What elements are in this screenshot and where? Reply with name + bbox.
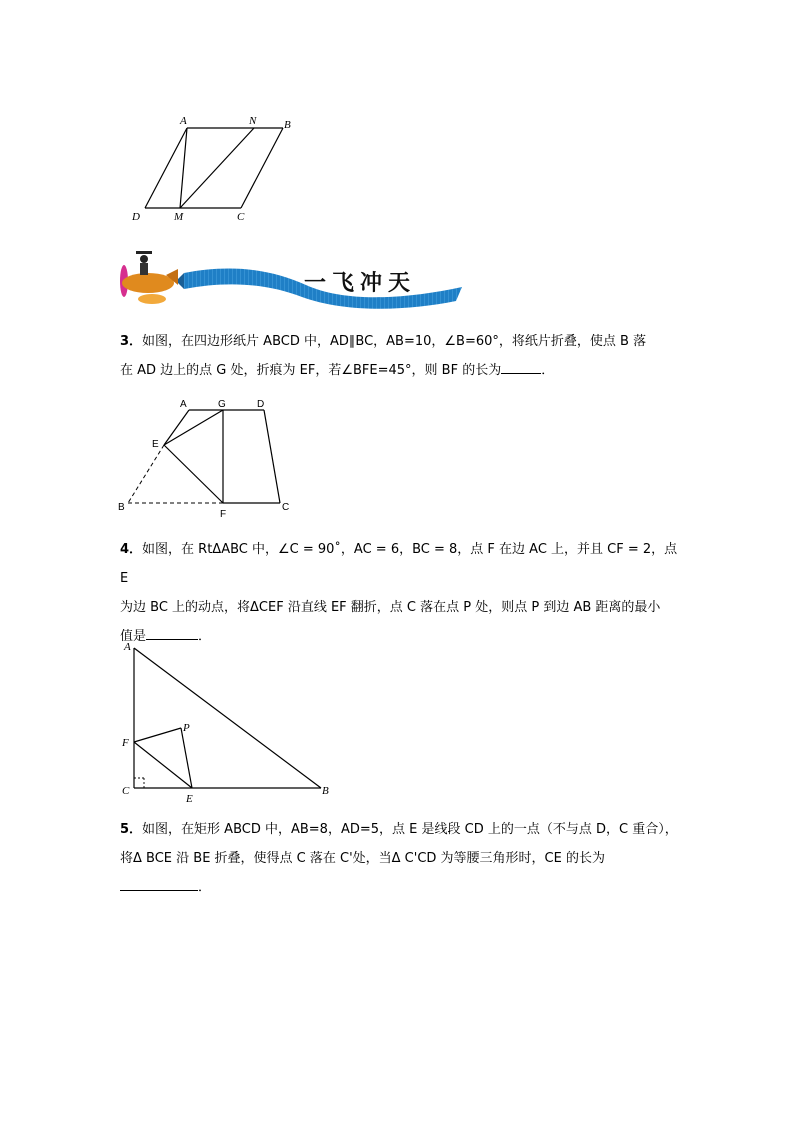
label-A: A <box>180 115 187 127</box>
label-B: B <box>322 785 329 797</box>
label-M: M <box>174 211 184 223</box>
label-D: D <box>132 211 140 223</box>
label-A: A <box>180 399 187 410</box>
label-F: F <box>220 509 227 519</box>
label-G: G <box>218 399 226 410</box>
question-number: 4． <box>120 542 143 557</box>
question-text-line: 将Δ BCE 沿 BE 折叠，使得点 C 落在 C'处，当Δ C'CD 为等腰三角形时，CE 的长为 <box>120 851 605 866</box>
question-number: 5． <box>120 822 143 837</box>
question-text-line: 如图，在四边形纸片 ABCD 中，AD∥BC，AB=10，∠B=60°，将纸片折叠，使点 B 落 <box>142 334 647 349</box>
label-C: C <box>282 502 290 513</box>
figure-right-triangle-fold <box>114 636 344 808</box>
question-3: 3．如图，在四边形纸片 ABCD 中，AD∥BC，AB=10，∠B=60°，将纸片折叠，使点 B 落 在 AD 边上的点 G 处，折痕为 EF，若∠BFE=45°，则 BF 的长为 ． <box>120 334 647 378</box>
label-D: D <box>257 399 265 410</box>
figure-parallelogram <box>130 110 310 228</box>
label-B: B <box>118 502 125 513</box>
question-text-line: 如图，在 RtΔABC 中，∠C = 90˚，AC = 6，BC = 8，点 F 在边 AC 上，并且 CF = 2，点 E <box>120 542 678 586</box>
label-E: E <box>186 793 193 805</box>
question-text-line: 如图，在矩形 ABCD 中，AB=8，AD=5，点 E 是线段 CD 上的一点（不与点 D，C 重合）， <box>142 822 678 837</box>
answer-blank[interactable] <box>501 359 541 374</box>
question-text-line: 为边 BC 上的动点，将ΔCEF 沿直线 EF 翻折，点 C 落在点 P 处，则点 P 到边 AB 距离的最小 <box>120 600 661 615</box>
label-B: B <box>284 119 291 131</box>
question-number: 3． <box>120 334 143 349</box>
figure-trapezoid-fold <box>114 393 304 519</box>
label-C: C <box>237 211 245 223</box>
label-F: F <box>122 737 129 749</box>
question-5: 5．如图，在矩形 ABCD 中，AB=8，AD=5，点 E 是线段 CD 上的一点（不与点 D，C 重合）， 将Δ BCE 沿 BE 折叠，使得点 C 落在 C'处，当Δ C'CD 为等腰三角形时，CE 的长为 ． <box>120 822 678 895</box>
label-C: C <box>122 785 130 797</box>
label-P: P <box>183 722 190 734</box>
plane-icon <box>120 251 178 304</box>
answer-blank[interactable] <box>120 876 198 891</box>
label-E: E <box>152 439 159 450</box>
banner-title: 一飞冲天 <box>304 271 417 296</box>
question-4: 4．如图，在 RtΔABC 中，∠C = 90˚，AC = 6，BC = 8，点 F 在边 AC 上，并且 CF = 2，点 E 为边 BC 上的动点，将ΔCEF 沿直线 EF 翻折，点 C 落在点 P 处，则点 P 到边 AB 距离的最小 值是 ． <box>120 542 678 644</box>
label-A: A <box>124 641 131 653</box>
question-text-line: 值是 <box>120 629 147 644</box>
question-text-line: 在 AD 边上的点 G 处，折痕为 EF，若∠BFE=45°，则 BF 的长为 <box>120 363 502 378</box>
label-N: N <box>249 115 257 127</box>
